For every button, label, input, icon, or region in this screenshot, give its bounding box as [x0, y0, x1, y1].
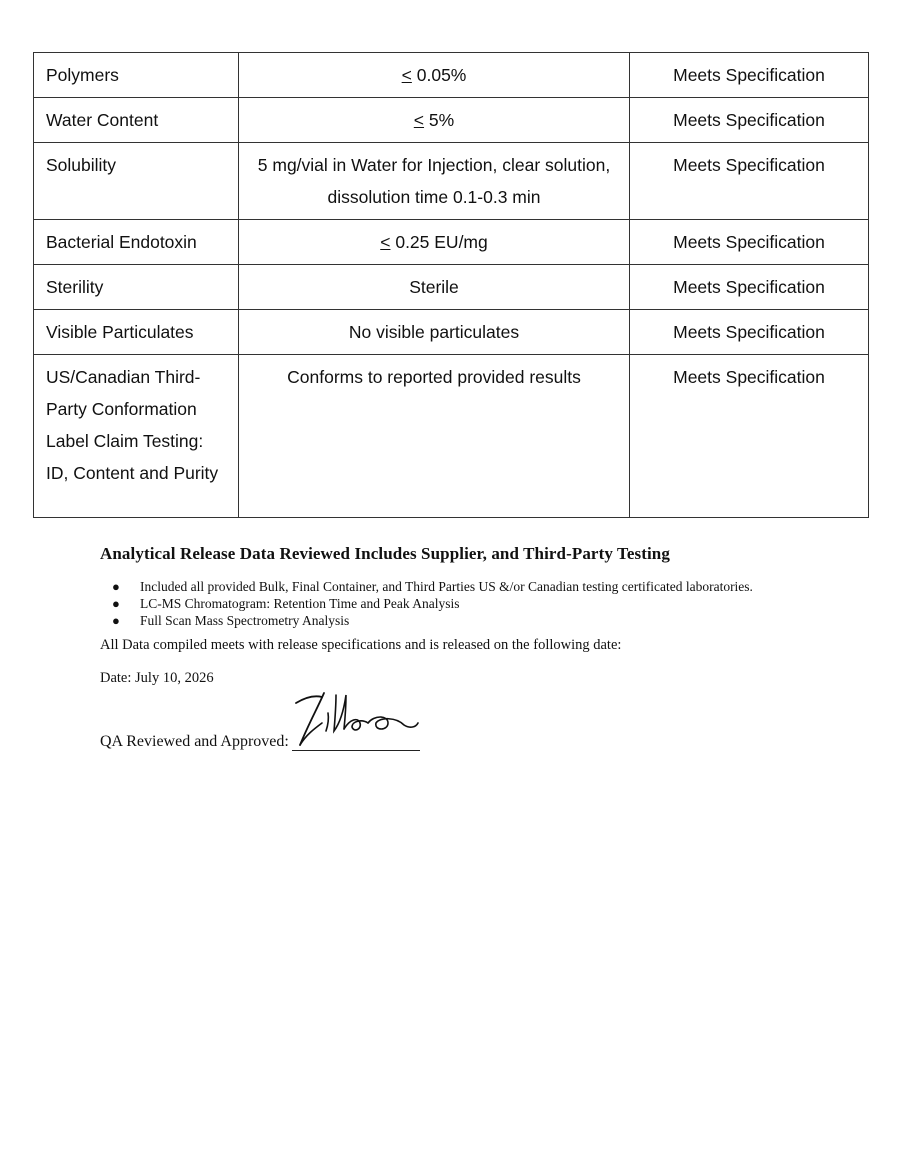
table-row — [34, 98, 869, 143]
signature-icon — [292, 689, 420, 751]
result-cell: Meets Specification — [630, 220, 869, 265]
result-cell: Meets Specification — [630, 310, 869, 355]
signature-line — [292, 750, 420, 751]
list-item — [100, 578, 800, 595]
approval-line — [100, 709, 800, 749]
specification-text: No visible particulates — [348, 322, 520, 342]
specification-text: Conforms to reported provided results — [287, 367, 581, 387]
section-heading: Analytical Release Data Reviewed Includes Supplier, and Third-Party Testing — [100, 544, 670, 563]
list-item-text: LC-MS Chromatogram: Retention Time and Peak Analysis — [140, 596, 460, 611]
approval-label: QA Reviewed and Approved: — [100, 733, 289, 750]
test-name: Solubility — [34, 143, 239, 220]
specification-cell — [239, 355, 630, 518]
result-cell: Meets Specification — [630, 143, 869, 220]
table-row — [34, 310, 869, 355]
specification-text: 0.05% — [411, 65, 467, 85]
specification-cell — [239, 53, 630, 98]
test-name: Sterility — [34, 265, 239, 310]
release-notes — [100, 544, 800, 749]
list-item — [100, 595, 800, 612]
specification-text: 5 mg/vial in Water for Injection, clear solution, dissolution time 0.1-0.3 min — [257, 155, 611, 207]
test-name: Polymers — [34, 53, 239, 98]
test-name: Visible Particulates — [34, 310, 239, 355]
result-cell: Meets Specification — [630, 53, 869, 98]
specification-text: 0.25 EU/mg — [390, 232, 488, 252]
specification-table — [33, 52, 869, 518]
bullet-icon: ● — [112, 613, 120, 628]
list-item-text: Included all provided Bulk, Final Container, and Third Parties US &/or Canadian testing certificated laboratories. — [140, 579, 753, 594]
specification-text: Sterile — [409, 277, 459, 297]
result-cell: Meets Specification — [630, 355, 869, 518]
bullet-list — [100, 578, 800, 629]
less-or-equal-symbol: < — [401, 65, 412, 85]
bullet-icon: ● — [112, 579, 120, 594]
test-name: Bacterial Endotoxin — [34, 220, 239, 265]
specification-cell — [239, 143, 630, 220]
table-row — [34, 143, 869, 220]
result-cell: Meets Specification — [630, 98, 869, 143]
test-name: US/Canadian Third-Party Conformation Label Claim Testing: ID, Content and Purity — [34, 355, 239, 518]
specification-cell — [239, 220, 630, 265]
specification-cell — [239, 310, 630, 355]
table-row — [34, 265, 869, 310]
test-name: Water Content — [34, 98, 239, 143]
less-or-equal-symbol: < — [413, 110, 425, 130]
release-statement: All Data compiled meets with release specifications and is released on the following date: — [100, 637, 622, 653]
table-row — [34, 53, 869, 98]
list-item — [100, 612, 800, 629]
specification-cell — [239, 265, 630, 310]
list-item-text: Full Scan Mass Spectrometry Analysis — [140, 613, 350, 628]
less-or-equal-symbol: < — [380, 232, 391, 252]
result-cell: Meets Specification — [630, 265, 869, 310]
specification-text: 5% — [424, 110, 455, 130]
table-row — [34, 220, 869, 265]
specification-cell — [239, 98, 630, 143]
release-date: Date: July 10, 2026 — [100, 670, 214, 686]
table-row — [34, 355, 869, 518]
bullet-icon: ● — [112, 596, 120, 611]
